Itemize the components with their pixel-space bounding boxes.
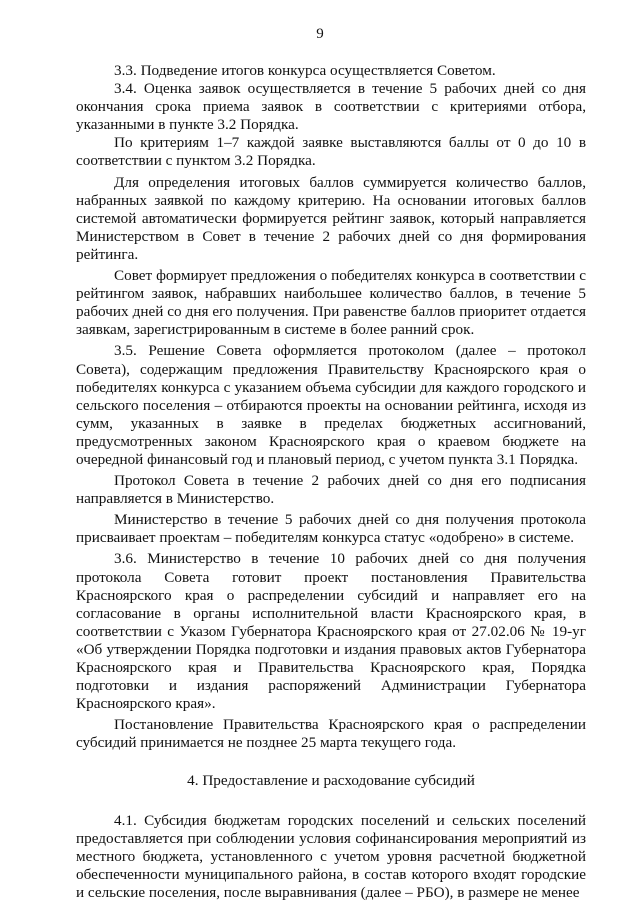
document-body — [76, 62, 586, 902]
paragraph-criteria-scores: По критериям 1–7 каждой заявке выставляются баллы от 0 до 10 в соответствии с пунктом 3.2 Порядка. — [76, 134, 586, 170]
paragraph-3-5: 3.5. Решение Совета оформляется протоколом (далее – протокол Совета), содержащим предложения Правительству Красноярского края о победителях конкурса с указанием объема субсидии для каждого городского и сельского поселения – отбираются проекты на основании рейтинга, исходя из сумм, указанных в заявке в пределах бюджетных ассигнований, предусмотренных законом Красноярского края о краевом бюджете на очередной финансовый год и плановый период, с учетом пункта 3.1 Порядка. — [76, 342, 586, 468]
paragraph-council-proposals: Совет формирует предложения о победителях конкурса в соответствии с рейтингом заявок, набравших наибольшее количество баллов, в течение 5 рабочих дней со дня его получения. При равенстве баллов приоритет отдается заявкам, зарегистрированным в системе в более ранний срок. — [76, 267, 586, 339]
paragraph-4-1: 4.1. Субсидия бюджетам городских поселений и сельских поселений предоставляется при соблюдении условия софинансирования мероприятий из местного бюджета, установленного с учетом уровня расчетной бюджетной обеспеченности муниципального района, в состав которого входят городские и сельские поселения, после выравнивания (далее – РБО), в размере не менее — [76, 811, 586, 901]
paragraph-3-6: 3.6. Министерство в течение 10 рабочих дней со дня получения протокола Совета готовит проект постановления Правительства Красноярского края о распределении субсидий и направляет его на согласование в органы исполнительной власти Красноярского края, в соответствии с Указом Губернатора Красноярского края от 27.02.06 № 19-уг «Об утверждении Порядка подготовки и издания правовых актов Губернатора Красноярского края и Правительства Красноярского края, Порядка подготовки и издания распоряжений Администрации Губернатора Красноярского края». — [76, 550, 586, 713]
paragraph-resolution-deadline: Постановление Правительства Красноярского края о распределении субсидий принимается не позднее 25 марта текущего года. — [76, 716, 586, 752]
section-heading: 4. Предоставление и расходование субсидий — [187, 772, 475, 790]
paragraph-3-4: 3.4. Оценка заявок осуществляется в течение 5 рабочих дней со дня окончания срока приема заявок в соответствии с критериями отбора, указанными в пункте 3.2 Порядка. — [76, 80, 586, 134]
paragraph-rating-formation: Для определения итоговых баллов суммируется количество баллов, набранных заявкой по каждому критерию. На основании итоговых баллов системой автоматически формируется рейтинг заявок, который направляется Министерством в Совет в течение 2 рабочих дней со дня формирования рейтинга. — [76, 173, 586, 263]
paragraph-status-approved: Министерство в течение 5 рабочих дней со дня получения протокола присваивает проектам – победителям конкурса статус «одобрено» в системе. — [76, 511, 586, 547]
paragraph-3-3: 3.3. Подведение итогов конкурса осуществляется Советом. — [114, 62, 496, 79]
page-number: 9 — [316, 26, 324, 42]
paragraph-protocol-sent: Протокол Совета в течение 2 рабочих дней со дня его подписания направляется в Министерство. — [76, 472, 586, 508]
